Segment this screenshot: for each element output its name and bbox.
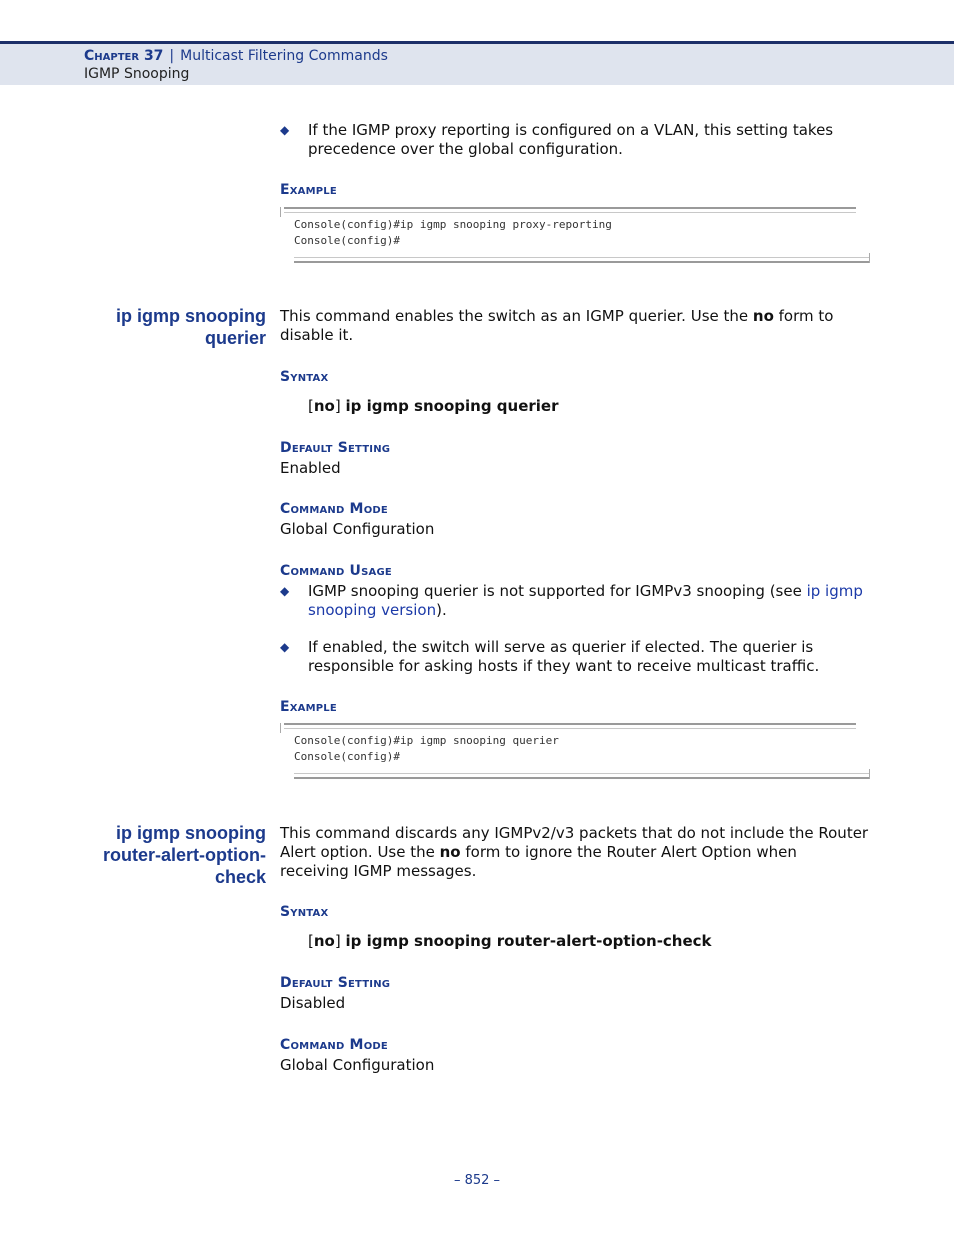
mode-value: Global Configuration — [280, 1056, 435, 1074]
mode-heading: Command Mode — [280, 501, 388, 517]
header-separator: | — [169, 48, 175, 64]
syntax-line: [no] ip igmp snooping querier — [308, 397, 559, 415]
command-description: This command discards any IGMPv2/v3 packets that do not include the Router Alert option. Use the no form to ignore the Router Alert Option when receiving IGMP messages. — [280, 824, 869, 880]
chapter-title: Multicast Filtering Commands — [180, 48, 388, 64]
syntax-line: [no] ip igmp snooping router-alert-option-check — [308, 932, 712, 950]
default-heading: Default Setting — [280, 440, 391, 456]
page-header — [0, 41, 954, 85]
default-heading: Default Setting — [280, 975, 391, 991]
bullet-text: If the IGMP proxy reporting is configured on a VLAN, this setting takes precedence over the global configuration. — [308, 121, 834, 158]
page-number: – 852 – — [453, 1173, 501, 1188]
command-title-querier: ip igmp snooping querier — [116, 306, 266, 348]
command-title-router-alert: ip igmp snooping router-alert-option- check — [103, 823, 266, 887]
command-description: This command enables the switch as an IGMP querier. Use the no form to disable it. — [280, 307, 834, 344]
mode-heading: Command Mode — [280, 1037, 388, 1053]
code-line: Console(config)# — [294, 750, 400, 763]
code-example-box — [280, 207, 870, 263]
example-heading: Example — [280, 699, 337, 715]
section-title: IGMP Snooping — [84, 66, 190, 82]
diamond-bullet-icon: ◆ — [280, 123, 290, 137]
mode-value: Global Configuration — [280, 520, 435, 538]
usage-heading: Command Usage — [280, 563, 392, 579]
code-example-box — [280, 723, 870, 779]
code-line: Console(config)#ip igmp snooping proxy-reporting — [294, 218, 612, 231]
diamond-bullet-icon: ◆ — [280, 640, 290, 654]
code-line: Console(config)#ip igmp snooping querier — [294, 734, 559, 747]
default-value: Enabled — [280, 459, 341, 477]
chapter-number: Chapter 37 — [84, 48, 164, 64]
diamond-bullet-icon: ◆ — [280, 584, 290, 598]
chapter-line — [84, 48, 388, 64]
example-heading: Example — [280, 182, 337, 198]
code-line: Console(config)# — [294, 234, 400, 247]
version-link[interactable]: ip igmp snooping version — [308, 582, 863, 619]
default-value: Disabled — [280, 994, 346, 1012]
syntax-heading: Syntax — [280, 904, 329, 920]
syntax-heading: Syntax — [280, 369, 329, 385]
